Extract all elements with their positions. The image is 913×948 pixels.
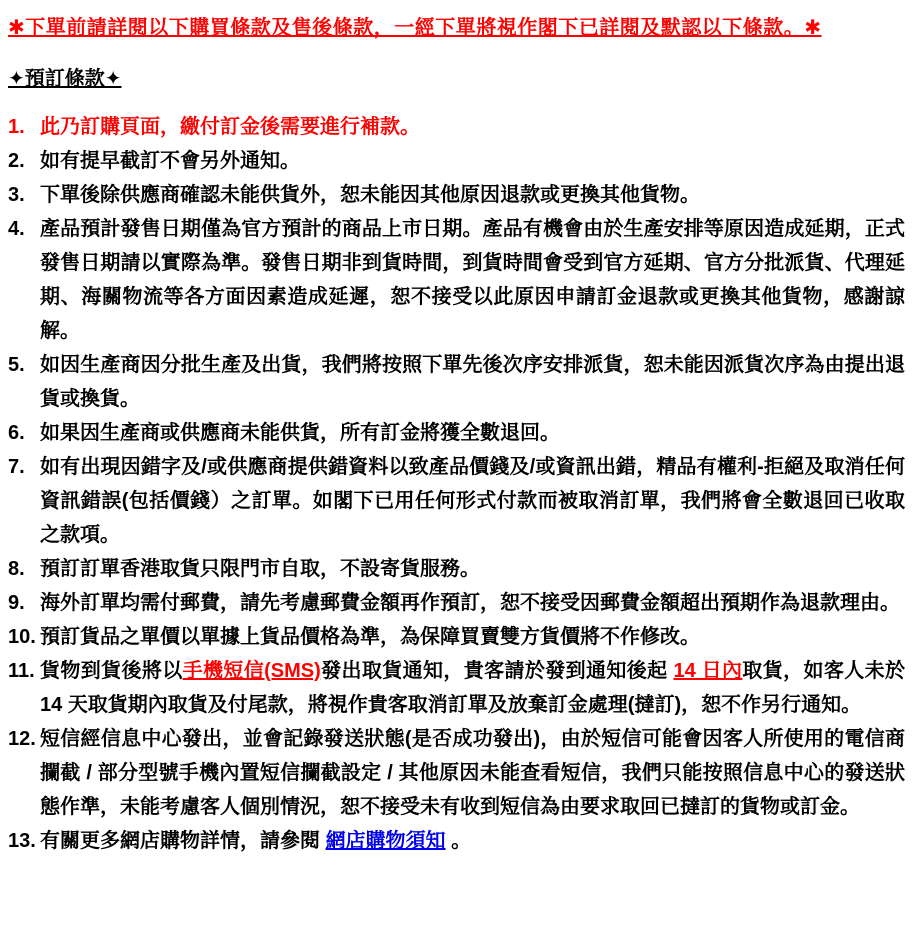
term-number: 6.: [8, 422, 25, 444]
terms-list: [8, 110, 905, 858]
text-segment: 14 日內: [673, 660, 743, 682]
term-number: 13.: [8, 830, 36, 852]
term-text: [40, 552, 905, 586]
text-segment: 如有出現因錯字及/或供應商提供錯資料以致產品價錢及/或資訊出錯，精品有權利-拒絕及取消任何資訊錯誤(包括價錢）之訂單。如閣下已用任何形式付款而被取消訂單，我們將會全數退回已收取之款項。: [40, 456, 905, 546]
header-notice: ✱下單前請詳閱以下購買條款及售後條款，一經下單將視作閣下已詳閱及默認以下條款。✱: [8, 17, 822, 39]
text-segment: 預訂貨品之單價以單據上貨品價格為準，為保障買賣雙方貨價將不作修改。: [40, 626, 700, 648]
text-segment: 此乃訂購頁面，繳付訂金後需要進行補款。: [40, 116, 420, 138]
term-item: [8, 654, 905, 722]
term-text: [40, 722, 905, 824]
term-item: [8, 416, 905, 450]
term-text: [40, 654, 905, 722]
text-segment: 下單後除供應商確認未能供貨外，恕未能因其他原因退款或更換其他貨物。: [40, 184, 700, 206]
term-text: [40, 416, 905, 450]
text-segment: 產品預計發售日期僅為官方預計的商品上市日期。產品有機會由於生產安排等原因造成延期，正式發售日期請以實際為準。發售日期非到貨時間，到貨時間會受到官方延期、官方分批派貨、代理延期、海關物流等各方面因素造成延遲，恕不接受以此原因申請訂金退款或更換其他貨物，感謝諒解。: [40, 218, 905, 342]
term-number: 2.: [8, 150, 25, 172]
term-number: 3.: [8, 184, 25, 206]
term-text: [40, 824, 905, 858]
text-segment: 貨物到貨後將以: [40, 660, 183, 682]
term-text: [40, 348, 905, 416]
preorder-terms-page: [8, 12, 905, 858]
term-number: 10.: [8, 626, 36, 648]
text-segment: 手機短信(SMS): [182, 660, 321, 682]
term-text: [40, 586, 905, 620]
term-item: [8, 348, 905, 416]
text-segment: 有關更多網店購物詳情，請參閱: [40, 830, 326, 852]
term-number: 11.: [8, 660, 35, 682]
term-number: 7.: [8, 456, 25, 478]
section-title: ✦預訂條款✦: [8, 68, 122, 90]
link-store-shopping-notice[interactable]: 網店購物須知: [325, 830, 446, 852]
term-item: [8, 552, 905, 586]
term-item: [8, 178, 905, 212]
text-segment: 短信經信息中心發出，並會記錄發送狀態(是否成功發出)，由於短信可能會因客人所使用的電信商攔截 / 部分型號手機內置短信攔截設定 / 其他原因未能查看短信，我們只能按照信息中心的發送狀態作準，未能考慮客人個別情況，恕不接受未有收到短信為由要求取回已撻訂的貨物或訂金。: [40, 728, 905, 818]
text-segment: 預訂訂單香港取貨只限門市自取，不設寄貨服務。: [40, 558, 480, 580]
text-segment: 如因生產商因分批生產及出貨，我們將按照下單先後次序安排派貨，恕未能因派貨次序為由提出退貨或換貨。: [40, 354, 905, 410]
term-item: [8, 620, 905, 654]
text-segment: 如果因生產商或供應商未能供貨，所有訂金將獲全數退回。: [40, 422, 560, 444]
term-number: 8.: [8, 558, 25, 580]
text-segment: 取貨，如客人未於 14 天取貨期內取貨及付尾款，將視作貴客取消訂單及放棄訂金處理(撻訂)，恕不作另行通知。: [40, 660, 906, 716]
text-segment: 發出取貨通知，貴客請於發到通知後起: [320, 660, 674, 682]
term-number: 5.: [8, 354, 25, 376]
term-text: [40, 450, 905, 552]
text-segment: 海外訂單均需付郵費，請先考慮郵費金額再作預訂，恕不接受因郵費金額超出預期作為退款理由。: [40, 592, 900, 614]
text-segment: 。: [445, 830, 472, 852]
term-item: [8, 824, 905, 858]
term-number: 9.: [8, 592, 25, 614]
term-item: [8, 144, 905, 178]
term-number: 4.: [8, 218, 25, 240]
term-item: [8, 110, 905, 144]
term-text: [40, 144, 905, 178]
term-text: [40, 620, 905, 654]
term-number: 12.: [8, 728, 36, 750]
text-segment: 如有提早截訂不會另外通知。: [40, 150, 300, 172]
term-number: 1.: [8, 116, 25, 138]
term-text: [40, 212, 905, 348]
term-text: [40, 178, 905, 212]
term-item: [8, 450, 905, 552]
term-item: [8, 722, 905, 824]
term-text: [40, 110, 905, 144]
term-item: [8, 212, 905, 348]
term-item: [8, 586, 905, 620]
